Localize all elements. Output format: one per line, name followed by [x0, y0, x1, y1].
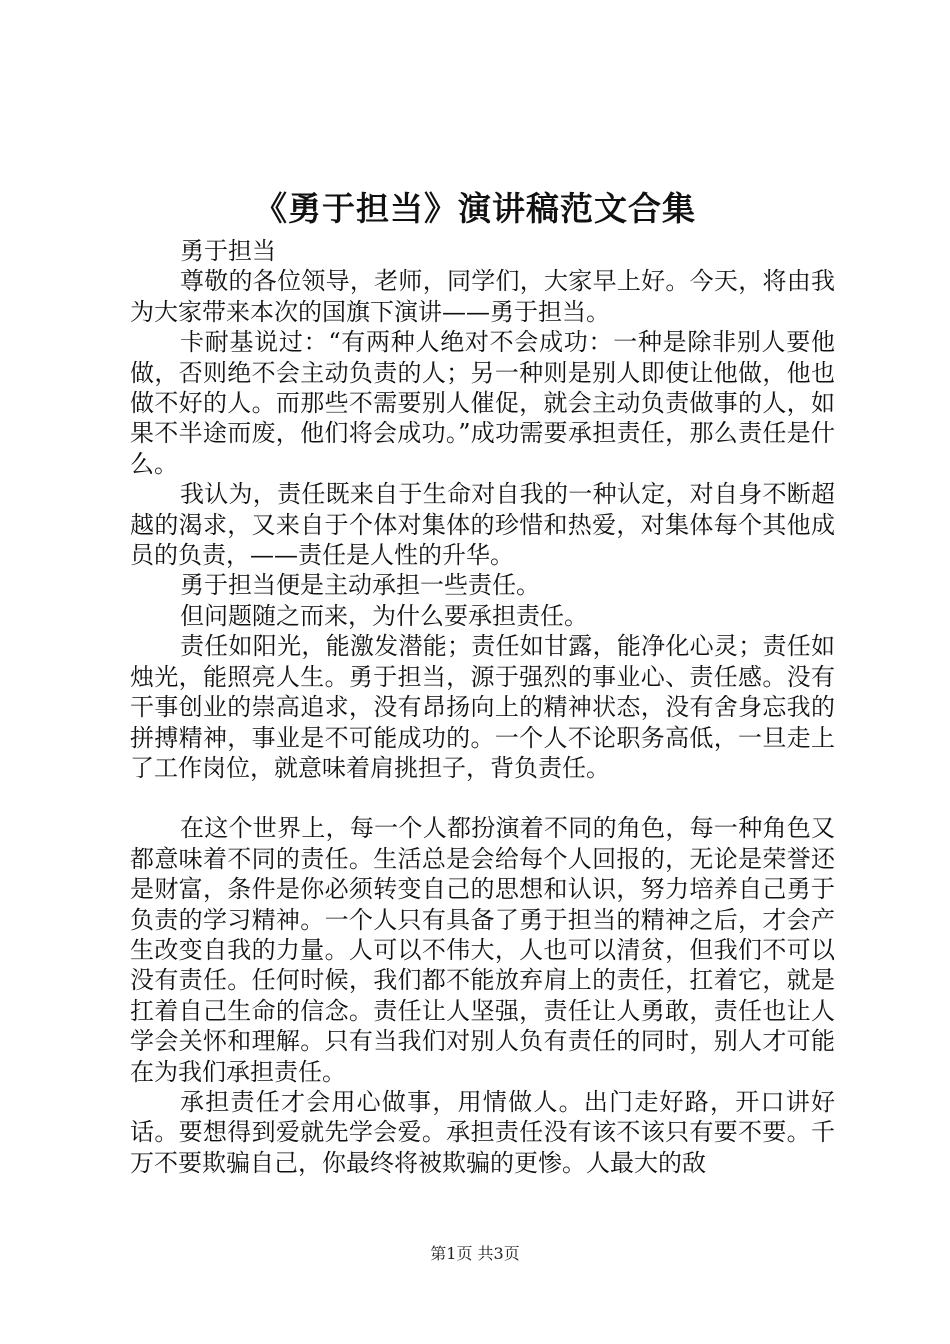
paragraph-definition: 我认为，责任既来自于生命对自我的一种认定，对自身不断超越的渴求，又来自于个体对集体的珍惜和热爱，对集体每个其他成员的负责，——责任是人性的升华。 [130, 480, 835, 570]
paragraph-quote: 卡耐基说过：“有两种人绝对不会成功：一种是除非别人要他做，否则绝不会主动负责的人；另一种则是别人即使让他做，他也做不好的人。而那些不需要别人催促，就会主动负责做事的人，如果不半途而废，他们将会成功。”成功需要承担责任，那么责任是什么。 [130, 328, 835, 478]
document-body [130, 236, 835, 1178]
paragraph-roles: 在这个世界上，每一个人都扮演着不同的角色，每一种角色又都意味着不同的责任。生活总是会给每个人回报的，无论是荣誉还是财富，条件是你必须转变自己的思想和认识，努力培养自己勇于负责的学习精神。一个人只有具备了勇于担当的精神之后，才会产生改变自我的力量。人可以不伟大，人也可以清贫，但我们不可以没有责任。任何时候，我们都不能放弃肩上的责任，扛着它，就是扛着自己生命的信念。责任让人坚强，责任让人勇敢，责任也让人学会关怀和理解。只有当我们对别人负有责任的同时，别人才可能在为我们承担责任。 [130, 814, 835, 1086]
paragraph-greeting: 尊敬的各位领导，老师，同学们，大家早上好。今天，将由我为大家带来本次的国旗下演讲——勇于担当。 [130, 267, 835, 326]
page-number-footer: 第1页 共3页 [430, 1244, 520, 1263]
paragraph-closing: 承担责任才会用心做事，用情做人。出门走好路，开口讲好话。要想得到爱就先学会爱。承担责任没有该不该只有要不要。千万不要欺骗自己，你最终将被欺骗的更惨。人最大的敌 [130, 1087, 835, 1177]
paragraph-question: 但问题随之而来，为什么要承担责任。 [180, 601, 588, 630]
document-title: 《勇于担当》演讲稿范文合集 [254, 189, 696, 228]
paragraph-metaphor: 责任如阳光，能激发潜能；责任如甘露，能净化心灵；责任如烛光，能照亮人生。勇于担当，源于强烈的事业心、责任感。没有干事创业的崇高追求，没有昂扬向上的精神状态，没有舍身忘我的拼搏精神，事业是不可能成功的。一个人不论职务高低，一旦走上了工作岗位，就意味着肩挑担子，背负责任。 [130, 632, 835, 782]
paragraph-heading: 勇于担当 [180, 237, 276, 265]
paragraph-statement: 勇于担当便是主动承担一些责任。 [180, 571, 540, 600]
